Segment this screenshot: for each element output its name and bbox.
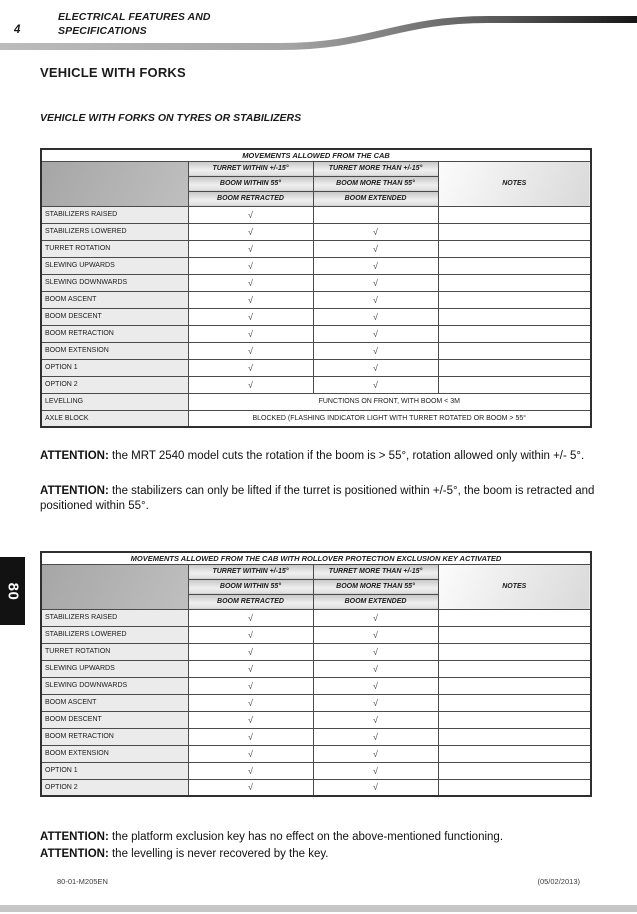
notes-cell bbox=[438, 745, 591, 762]
movement-label: BOOM EXTENSION bbox=[41, 342, 188, 359]
table-title-row bbox=[41, 149, 591, 161]
notes-cell bbox=[438, 359, 591, 376]
movement-label: BOOM DESCENT bbox=[41, 308, 188, 325]
table-row bbox=[41, 206, 591, 223]
table-row bbox=[41, 257, 591, 274]
check-col2: √ bbox=[313, 711, 438, 728]
notes-cell bbox=[438, 206, 591, 223]
check-col1: √ bbox=[188, 609, 313, 626]
attention-paragraph bbox=[40, 847, 618, 863]
movement-label: AXLE BLOCK bbox=[41, 410, 188, 427]
attention-paragraph bbox=[40, 484, 618, 515]
check-col1: √ bbox=[188, 711, 313, 728]
notes-cell bbox=[438, 609, 591, 626]
check-col2: √ bbox=[313, 745, 438, 762]
movement-label: SLEWING DOWNWARDS bbox=[41, 274, 188, 291]
check-col2: √ bbox=[313, 762, 438, 779]
check-col2: √ bbox=[313, 677, 438, 694]
section-tab-label: 80 bbox=[4, 582, 21, 600]
check-col2: √ bbox=[313, 660, 438, 677]
table-title: MOVEMENTS ALLOWED FROM THE CAB bbox=[41, 149, 591, 161]
table-header-row bbox=[41, 564, 591, 579]
movement-label: BOOM RETRACTION bbox=[41, 325, 188, 342]
table-row bbox=[41, 240, 591, 257]
check-col1: √ bbox=[188, 376, 313, 393]
section-subtitle: VEHICLE WITH FORKS ON TYRES OR STABILIZERS bbox=[40, 112, 302, 124]
movement-label: SLEWING DOWNWARDS bbox=[41, 677, 188, 694]
check-col1: √ bbox=[188, 728, 313, 745]
notes-cell bbox=[438, 643, 591, 660]
check-col1: √ bbox=[188, 694, 313, 711]
check-col1: √ bbox=[188, 291, 313, 308]
table-row bbox=[41, 274, 591, 291]
chapter-number: 4 bbox=[14, 24, 21, 36]
movement-label: STABILIZERS RAISED bbox=[41, 609, 188, 626]
table-row bbox=[41, 291, 591, 308]
col2-header-turret: TURRET MORE THAN +/-15° bbox=[313, 564, 438, 579]
check-col2: √ bbox=[313, 342, 438, 359]
check-col2 bbox=[313, 206, 438, 223]
check-col1: √ bbox=[188, 779, 313, 796]
table-title-row bbox=[41, 552, 591, 564]
check-col2: √ bbox=[313, 325, 438, 342]
notes-cell bbox=[438, 626, 591, 643]
table-row bbox=[41, 410, 591, 427]
movement-label: SLEWING UPWARDS bbox=[41, 257, 188, 274]
col2-header-boom-ext: BOOM EXTENDED bbox=[313, 191, 438, 206]
table-body bbox=[41, 609, 591, 796]
table-row bbox=[41, 359, 591, 376]
chapter-title-line1: ELECTRICAL FEATURES AND bbox=[58, 11, 211, 23]
notes-cell bbox=[438, 728, 591, 745]
table-row bbox=[41, 677, 591, 694]
movement-label: BOOM DESCENT bbox=[41, 711, 188, 728]
check-col1: √ bbox=[188, 677, 313, 694]
table-row bbox=[41, 762, 591, 779]
col1-header-boom-angle: BOOM WITHIN 55° bbox=[188, 579, 313, 594]
check-col1: √ bbox=[188, 274, 313, 291]
check-col2: √ bbox=[313, 291, 438, 308]
col2-header-boom-angle: BOOM MORE THAN 55° bbox=[313, 579, 438, 594]
movement-label: BOOM RETRACTION bbox=[41, 728, 188, 745]
movement-label: STABILIZERS LOWERED bbox=[41, 626, 188, 643]
notes-cell bbox=[438, 677, 591, 694]
movement-label: BOOM EXTENSION bbox=[41, 745, 188, 762]
corner-cell bbox=[41, 161, 188, 206]
notes-cell bbox=[438, 291, 591, 308]
check-col2: √ bbox=[313, 643, 438, 660]
notes-header: NOTES bbox=[438, 564, 591, 609]
chapter-title bbox=[58, 10, 211, 38]
table-header-row bbox=[41, 161, 591, 176]
table-span-body bbox=[41, 393, 591, 427]
check-col2: √ bbox=[313, 694, 438, 711]
bottom-bar bbox=[0, 905, 637, 912]
check-col2: √ bbox=[313, 223, 438, 240]
attention-label: ATTENTION: bbox=[40, 484, 109, 497]
notes-cell bbox=[438, 325, 591, 342]
check-col1: √ bbox=[188, 342, 313, 359]
notes-cell bbox=[438, 308, 591, 325]
attention-text: the platform exclusion key has no effect on the above-mentioned functioning. bbox=[111, 831, 504, 843]
document-date: (05/02/2013) bbox=[537, 877, 580, 886]
check-col2: √ bbox=[313, 257, 438, 274]
notes-cell bbox=[438, 376, 591, 393]
notes-cell bbox=[438, 779, 591, 796]
movements-table-rollover-key bbox=[40, 551, 592, 797]
check-col2: √ bbox=[313, 609, 438, 626]
table-row bbox=[41, 779, 591, 796]
col1-header-boom-ext: BOOM RETRACTED bbox=[188, 191, 313, 206]
table-row bbox=[41, 728, 591, 745]
corner-cell bbox=[41, 564, 188, 609]
col2-header-turret: TURRET MORE THAN +/-15° bbox=[313, 161, 438, 176]
check-col1: √ bbox=[188, 643, 313, 660]
col1-header-boom-angle: BOOM WITHIN 55° bbox=[188, 176, 313, 191]
table-row bbox=[41, 745, 591, 762]
check-col2: √ bbox=[313, 240, 438, 257]
movement-label: OPTION 2 bbox=[41, 376, 188, 393]
check-col1: √ bbox=[188, 257, 313, 274]
check-col1: √ bbox=[188, 660, 313, 677]
check-col1: √ bbox=[188, 240, 313, 257]
check-col2: √ bbox=[313, 376, 438, 393]
table-row bbox=[41, 342, 591, 359]
table-row bbox=[41, 393, 591, 410]
table-body bbox=[41, 206, 591, 393]
col2-header-boom-angle: BOOM MORE THAN 55° bbox=[313, 176, 438, 191]
table-row bbox=[41, 223, 591, 240]
attention-text: the MRT 2540 model cuts the rotation if the boom is > 55°, rotation allowed only within +/- 5°. bbox=[111, 450, 585, 462]
table-row bbox=[41, 694, 591, 711]
table-row bbox=[41, 643, 591, 660]
movement-label: STABILIZERS RAISED bbox=[41, 206, 188, 223]
table-row bbox=[41, 376, 591, 393]
chapter-title-line2: SPECIFICATIONS bbox=[58, 25, 147, 37]
notes-cell bbox=[438, 274, 591, 291]
movement-label: OPTION 1 bbox=[41, 762, 188, 779]
attention-paragraphs bbox=[40, 830, 618, 863]
movement-label: BOOM ASCENT bbox=[41, 291, 188, 308]
check-col1: √ bbox=[188, 626, 313, 643]
check-col1: √ bbox=[188, 308, 313, 325]
attention-paragraph bbox=[40, 830, 618, 846]
check-col1: √ bbox=[188, 745, 313, 762]
table-title: MOVEMENTS ALLOWED FROM THE CAB WITH ROLLOVER PROTECTION EXCLUSION KEY ACTIVATED bbox=[41, 552, 591, 564]
movement-label: SLEWING UPWARDS bbox=[41, 660, 188, 677]
check-col1: √ bbox=[188, 762, 313, 779]
notes-cell bbox=[438, 223, 591, 240]
attention-text: the stabilizers can only be lifted if the turret is positioned within +/-5°, the boom is retracted and positioned within 55°. bbox=[40, 484, 595, 512]
attention-label: ATTENTION: bbox=[40, 450, 109, 462]
movement-label: LEVELLING bbox=[41, 393, 188, 410]
table-row bbox=[41, 609, 591, 626]
table-row bbox=[41, 711, 591, 728]
col1-header-turret: TURRET WITHIN +/-15° bbox=[188, 564, 313, 579]
check-col2: √ bbox=[313, 626, 438, 643]
table-row bbox=[41, 660, 591, 677]
check-col1: √ bbox=[188, 325, 313, 342]
document-code: 80-01-M205EN bbox=[57, 877, 108, 886]
attention-label: ATTENTION: bbox=[40, 831, 109, 843]
movements-table-cab bbox=[40, 148, 592, 428]
col1-header-turret: TURRET WITHIN +/-15° bbox=[188, 161, 313, 176]
page-title: VEHICLE WITH FORKS bbox=[40, 65, 186, 80]
movement-label: OPTION 2 bbox=[41, 779, 188, 796]
table-row bbox=[41, 308, 591, 325]
notes-cell bbox=[438, 257, 591, 274]
movement-label: BOOM ASCENT bbox=[41, 694, 188, 711]
section-tab bbox=[0, 557, 25, 625]
check-col1: √ bbox=[188, 359, 313, 376]
col2-header-boom-ext: BOOM EXTENDED bbox=[313, 594, 438, 609]
notes-cell bbox=[438, 240, 591, 257]
check-col1: √ bbox=[188, 206, 313, 223]
attention-paragraph bbox=[40, 449, 618, 465]
movement-label: TURRET ROTATION bbox=[41, 643, 188, 660]
notes-cell bbox=[438, 762, 591, 779]
check-col2: √ bbox=[313, 308, 438, 325]
check-col2: √ bbox=[313, 779, 438, 796]
attention-text: the levelling is never recovered by the key. bbox=[111, 847, 329, 860]
attention-label: ATTENTION: bbox=[40, 847, 109, 860]
table-row bbox=[41, 325, 591, 342]
check-col2: √ bbox=[313, 728, 438, 745]
col1-header-boom-ext: BOOM RETRACTED bbox=[188, 594, 313, 609]
table-row bbox=[41, 626, 591, 643]
check-col2: √ bbox=[313, 359, 438, 376]
notes-header: NOTES bbox=[438, 161, 591, 206]
span-value: FUNCTIONS ON FRONT, WITH BOOM < 3M bbox=[188, 393, 591, 410]
span-value: BLOCKED (FLASHING INDICATOR LIGHT WITH TURRET ROTATED OR BOOM > 55° bbox=[188, 410, 591, 427]
notes-cell bbox=[438, 660, 591, 677]
attention-paragraphs bbox=[40, 449, 618, 534]
movement-label: STABILIZERS LOWERED bbox=[41, 223, 188, 240]
notes-cell bbox=[438, 694, 591, 711]
movement-label: TURRET ROTATION bbox=[41, 240, 188, 257]
notes-cell bbox=[438, 342, 591, 359]
movement-label: OPTION 1 bbox=[41, 359, 188, 376]
check-col2: √ bbox=[313, 274, 438, 291]
notes-cell bbox=[438, 711, 591, 728]
check-col1: √ bbox=[188, 223, 313, 240]
